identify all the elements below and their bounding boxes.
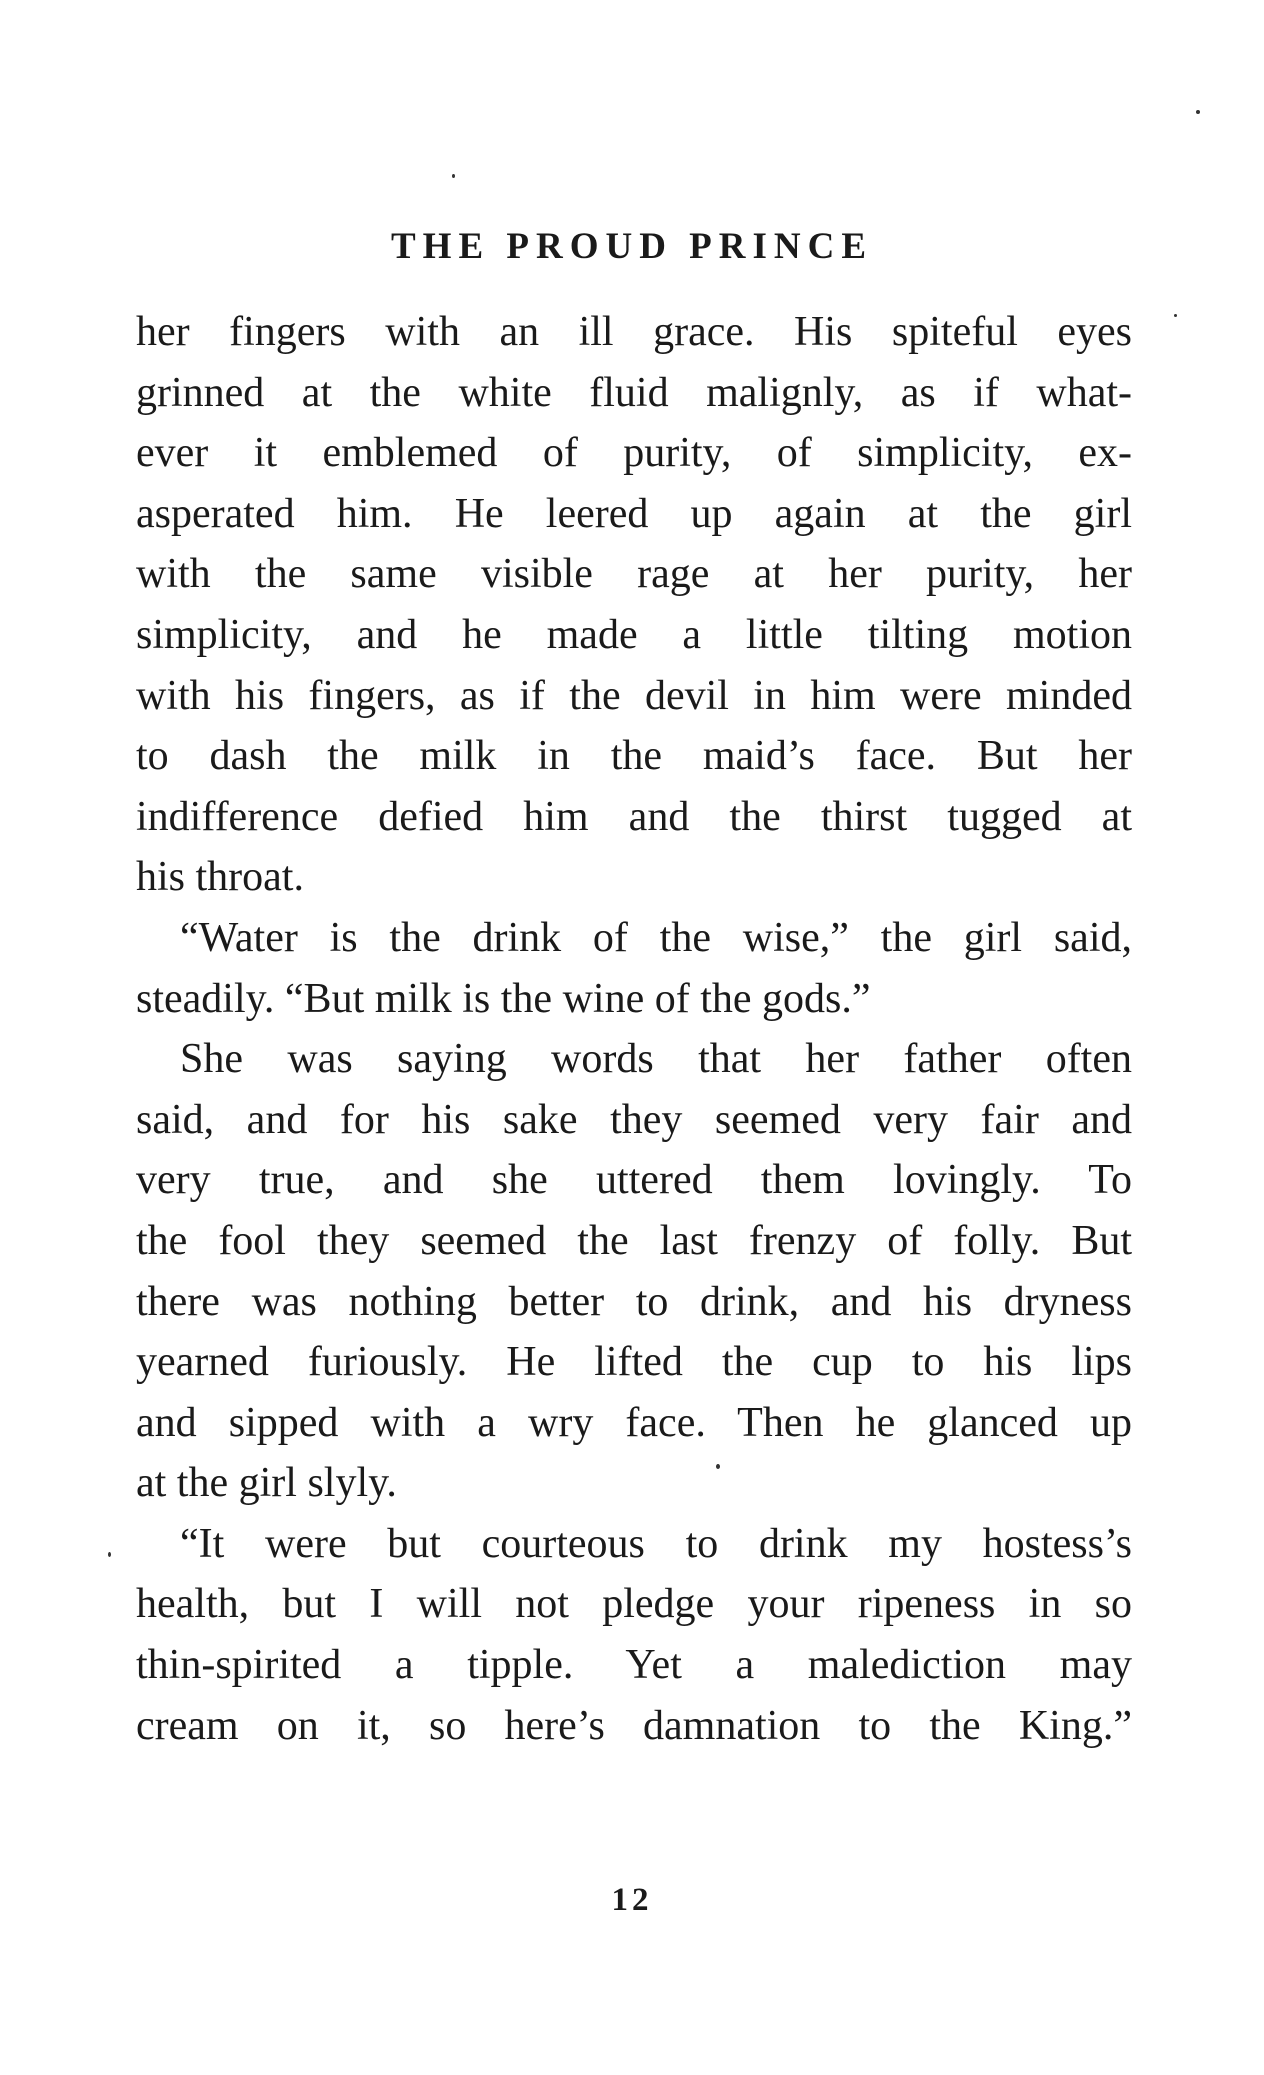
print-speck [716,1464,720,1469]
page-number: 12 [611,1882,653,1918]
text-line: grinned at the white fluid malignly, as if what- [136,369,1132,416]
text-line: asperated him. He leered up again at the girl [136,490,1132,537]
text-line: indifference defied him and the thirst tugged at [136,793,1132,840]
text-line: and sipped with a wry face. Then he glanced up [136,1399,1132,1446]
text-line: said, and for his sake they seemed very fair and [136,1096,1132,1143]
text-line: to dash the milk in the maid’s face. But her [136,733,1132,780]
text-line: his throat. [136,854,304,901]
text-line: there was nothing better to drink, and his dryness [136,1278,1132,1325]
print-speck [1196,110,1200,114]
text-line: “It were but courteous to drink my hostess’s [180,1520,1132,1567]
text-line: She was saying words that her father often [180,1036,1132,1083]
body-text [136,302,1132,1756]
text-line: yearned furiously. He lifted the cup to his lips [136,1339,1132,1386]
print-speck [452,174,455,178]
text-line: steadily. “But milk is the wine of the gods.” [136,975,871,1022]
text-line: the fool they seemed the last frenzy of folly. But [136,1217,1132,1264]
text-line: simplicity, and he made a little tilting motion [136,611,1132,658]
text-line: cream on it, so here’s damnation to the King.” [136,1702,1132,1749]
text-line: “Water is the drink of the wise,” the girl said, [180,914,1132,961]
print-speck [108,1552,111,1557]
text-line: thin-spirited a tipple. Yet a malediction may [136,1642,1132,1689]
text-line: at the girl slyly. [136,1460,397,1507]
text-line: health, but I will not pledge your ripeness in so [136,1581,1132,1628]
text-line: ever it emblemed of purity, of simplicity, ex- [136,430,1132,477]
text-line: her fingers with an ill grace. His spiteful eyes [136,309,1132,355]
text-line: with his fingers, as if the devil in him were minded [136,672,1132,719]
print-speck [1174,314,1177,317]
running-head: THE PROUD PRINCE [390,226,874,267]
text-line: with the same visible rage at her purity, her [136,551,1132,598]
text-line: very true, and she uttered them lovingly. To [136,1157,1132,1204]
